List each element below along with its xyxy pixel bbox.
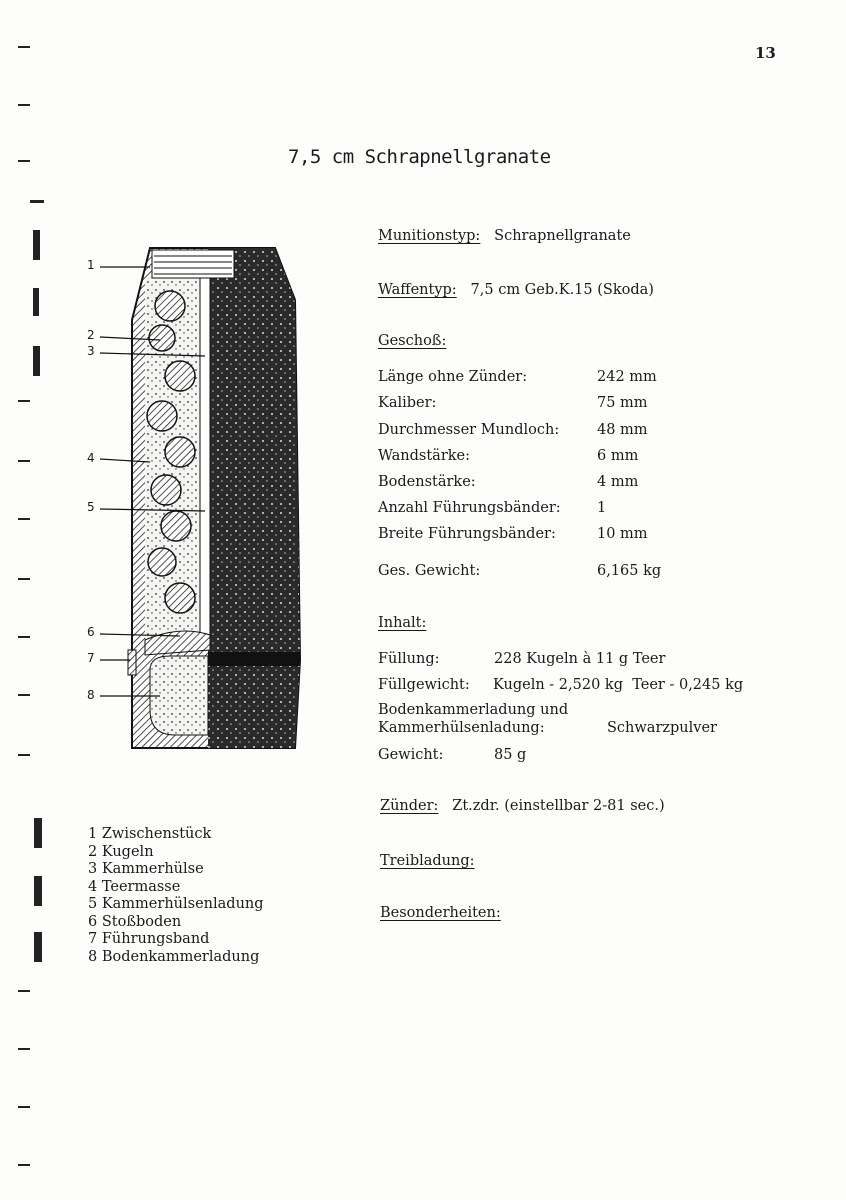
fuellgewicht-label: Füllgewicht:: [378, 677, 470, 693]
spec-label: Länge ohne Zünder:: [378, 369, 528, 385]
gewicht-label: Gewicht:: [378, 747, 444, 763]
page-title: 7,5 cm Schrapnellgranate: [288, 146, 551, 168]
spec-value: 1: [597, 500, 607, 516]
geschoss-heading: Geschoß:: [378, 333, 447, 349]
spec-value: 242 mm: [597, 369, 657, 385]
spec-value: 75 mm: [597, 395, 648, 411]
gewicht-value: 85 g: [494, 747, 527, 763]
waffentyp-value: 7,5 cm Geb.K.15 (Skoda): [470, 282, 654, 298]
inhalt-heading: Inhalt:: [378, 615, 427, 631]
legend-item: 7 Führungsband: [88, 931, 210, 947]
callout-1: 1: [87, 258, 95, 272]
legend-item: 8 Bodenkammerladung: [88, 948, 260, 965]
page-number: 13: [755, 44, 776, 62]
besonderheiten-heading: Besonderheiten:: [380, 905, 501, 921]
zuender-value: Zt.zdr. (einstellbar 2-81 sec.): [452, 798, 665, 814]
spec-label: Ges. Gewicht:: [378, 563, 481, 579]
callout-2: 2: [87, 328, 95, 342]
spec-value: 6 mm: [597, 448, 639, 464]
legend-item: 2 Kugeln: [88, 843, 154, 860]
callout-3: 3: [87, 344, 95, 358]
spec-label: Durchmesser Mundloch:: [378, 422, 560, 438]
legend-item: 6 Stoßboden: [88, 913, 182, 930]
spec-label: Breite Führungsbänder:: [378, 526, 556, 542]
zuender-row: [380, 798, 665, 814]
legend-item: 4 Teermasse: [88, 878, 181, 895]
waffentyp-row: [378, 282, 654, 298]
callout-4: 4: [87, 451, 95, 465]
spec-value: 10 mm: [597, 526, 648, 542]
spec-label: Bodenstärke:: [378, 474, 476, 490]
munitionstyp-row: [378, 228, 631, 244]
ladung-value: Schwarzpulver: [607, 720, 717, 736]
treibladung-heading: Treibladung:: [380, 853, 475, 869]
spec-label: Kaliber:: [378, 395, 437, 411]
fuellung-value: 228 Kugeln à 11 g Teer: [494, 651, 666, 667]
spec-label: Anzahl Führungsbänder:: [378, 500, 561, 516]
zuender-label: Zünder:: [380, 798, 439, 814]
spec-value: 48 mm: [597, 422, 648, 438]
ladung-label-line2: Kammerhülsenladung:: [378, 720, 545, 736]
spec-value: 6,165 kg: [597, 563, 662, 579]
ladung-label-line1: Bodenkammerladung und: [378, 702, 569, 718]
legend-item: 5 Kammerhülsenladung: [88, 896, 264, 912]
waffentyp-label: Waffentyp:: [378, 282, 457, 298]
legend-item: 3 Kammerhülse: [88, 861, 204, 877]
spec-label: Wandstärke:: [378, 448, 471, 464]
fuellung-label: Füllung:: [378, 651, 440, 667]
callout-6: 6: [87, 625, 95, 639]
munitionstyp-value: Schrapnellgranate: [494, 228, 631, 244]
fuellgewicht-value: Kugeln - 2,520 kg Teer - 0,245 kg: [493, 677, 744, 693]
legend-item: 1 Zwischenstück: [88, 826, 212, 842]
legend: [88, 826, 264, 966]
callout-5: 5: [87, 500, 95, 514]
callout-7: 7: [87, 651, 95, 665]
munitionstyp-label: Munitionstyp:: [378, 228, 481, 244]
spec-value: 4 mm: [597, 474, 639, 490]
callout-8: 8: [87, 688, 95, 702]
